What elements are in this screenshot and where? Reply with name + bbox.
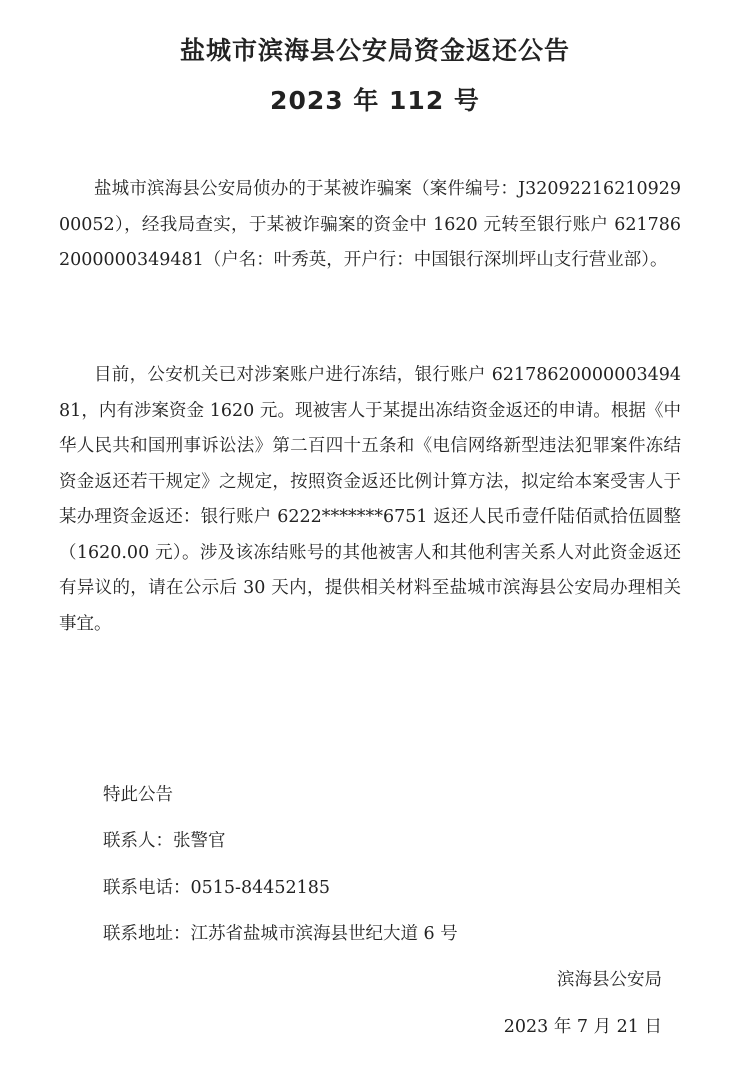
notice-title: 盐城市滨海县公安局资金返还公告 xyxy=(179,36,570,65)
issuer-signature: 滨海县公安局 xyxy=(557,970,662,990)
notice-number: 2023 年 112 号 xyxy=(270,86,480,115)
closing-statement: 特此公告 xyxy=(103,785,173,805)
contact-person: 联系人：张警官 xyxy=(103,831,226,851)
contact-phone: 联系电话：0515-84452185 xyxy=(103,878,331,898)
issue-date: 2023 年 7 月 21 日 xyxy=(503,1017,662,1037)
contact-address: 联系地址：江苏省盐城市滨海县世纪大道 6 号 xyxy=(103,924,458,944)
paragraph-case-details: 盐城市滨海县公安局侦办的于某被诈骗案（案件编号：J3209221621092900052），经我局查实，于某被诈骗案的资金中 1620 元转至银行账户 6217862000000349481（户名：叶秀英，开户行：中国银行深圳坪山支行营业部）。 xyxy=(59,179,681,270)
paragraph-refund-details: 目前，公安机关已对涉案账户进行冻结，银行账户 6217862000000349481，内有涉案资金 1620 元。现被害人于某提出冻结资金返还的申请。根据《中华人民共和国刑事诉讼法》第二百四十五条和《电信网络新型违法犯罪案件冻结资金返还若干规定》之规定，按照资金返还比例计算方法，拟定给本案受害人于某办理资金返还：银行账户 6222*******6751 返还人民币壹仟陆佰贰拾伍圆整（1620.00 元）。涉及该冻结账号的其他被害人和其他利害关系人对此资金返还有异议的，请在公示后 30 天内，提供相关材料至盐城市滨海县公安局办理相关事宜。 xyxy=(59,365,681,634)
